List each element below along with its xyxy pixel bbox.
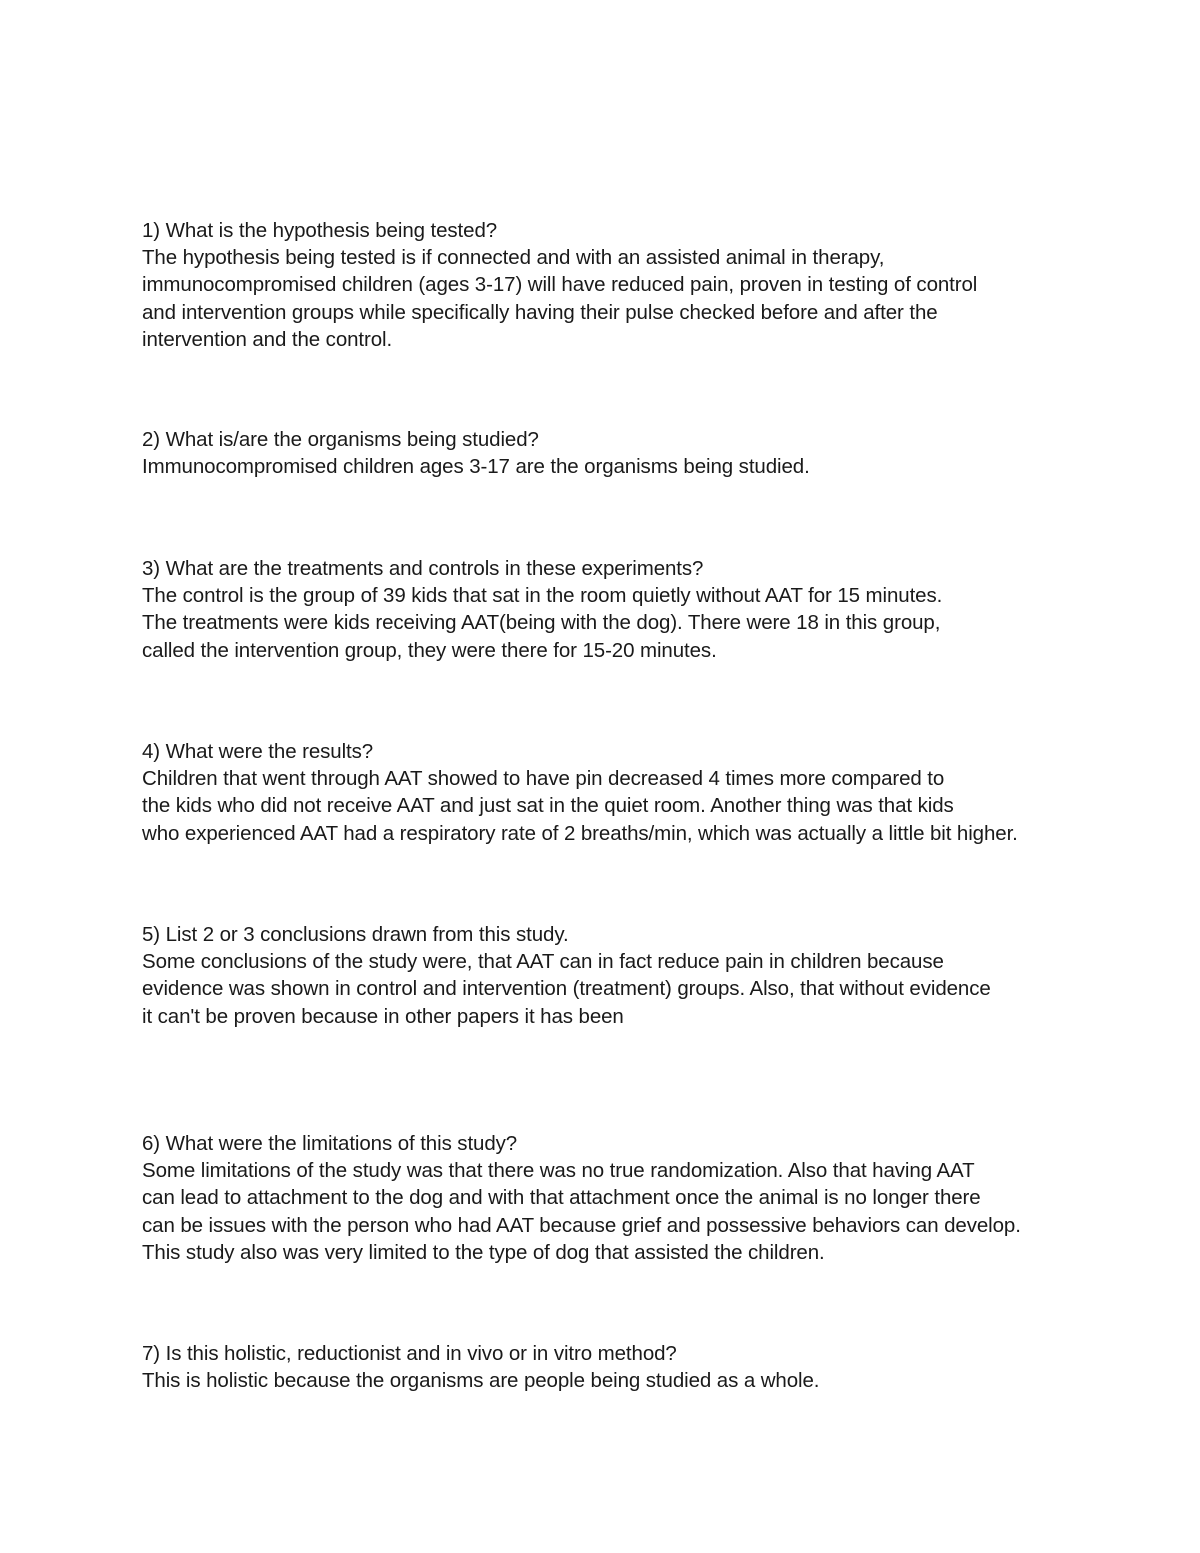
qa-block-5 (142, 921, 1182, 1030)
question-5: 5) List 2 or 3 conclusions drawn from this study. (142, 923, 569, 946)
question-2: 2) What is/are the organisms being studied? (142, 428, 539, 451)
answer-6-line-4: This study also was very limited to the type of dog that assisted the children. (142, 1240, 825, 1264)
answer-3-line-1: The control is the group of 39 kids that sat in the room quietly without AAT for 15 minutes. (142, 584, 943, 608)
answer-6-line-3: can be issues with the person who had AAT because grief and possessive behaviors can develop. (142, 1213, 1021, 1237)
question-4: 4) What were the results? (142, 740, 374, 763)
qa-block-6 (142, 1130, 1182, 1266)
answer-4-line-1: Children that went through AAT showed to have pin decreased 4 times more compared to (142, 767, 945, 791)
answer-6-line-1: Some limitations of the study was that there was no true randomization. Also that having AAT (142, 1159, 975, 1183)
answer-5-line-2: evidence was shown in control and intervention (treatment) groups. Also, that without evidence (142, 977, 991, 1001)
answer-7-line-1: This is holistic because the organisms are people being studied as a whole. (142, 1369, 820, 1393)
qa-block-1 (142, 217, 1182, 353)
answer-5-line-1: Some conclusions of the study were, that AAT can in fact reduce pain in children because (142, 950, 944, 974)
qa-block-2 (142, 426, 1182, 480)
qa-block-7 (142, 1340, 1182, 1394)
answer-1-line-3: and intervention groups while specifically having their pulse checked before and after the (142, 300, 938, 324)
question-7: 7) Is this holistic, reductionist and in vivo or in vitro method? (142, 1342, 677, 1365)
answer-5-line-3: it can't be proven because in other papers it has been (142, 1004, 624, 1028)
answer-6-line-2: can lead to attachment to the dog and with that attachment once the animal is no longer there (142, 1186, 981, 1210)
answer-1-line-4: intervention and the control. (142, 327, 393, 351)
qa-block-3 (142, 555, 1182, 664)
question-3: 3) What are the treatments and controls in these experiments? (142, 557, 704, 580)
answer-2-line-1: Immunocompromised children ages 3-17 are the organisms being studied. (142, 455, 810, 479)
answer-1-line-2: immunocompromised children (ages 3-17) will have reduced pain, proven in testing of control (142, 273, 978, 297)
question-6: 6) What were the limitations of this study? (142, 1132, 518, 1155)
qa-block-4 (142, 738, 1182, 847)
answer-4-line-2: the kids who did not receive AAT and just sat in the quiet room. Another thing was that kids (142, 794, 954, 818)
question-1: 1) What is the hypothesis being tested? (142, 219, 498, 242)
answer-3-line-2: The treatments were kids receiving AAT(being with the dog). There were 18 in this group, (142, 611, 941, 635)
answer-3-line-3: called the intervention group, they were there for 15-20 minutes. (142, 638, 717, 662)
answer-1-line-1: The hypothesis being tested is if connected and with an assisted animal in therapy, (142, 246, 885, 270)
answer-4-line-3: who experienced AAT had a respiratory rate of 2 breaths/min, which was actually a little bit higher. (142, 821, 1018, 845)
